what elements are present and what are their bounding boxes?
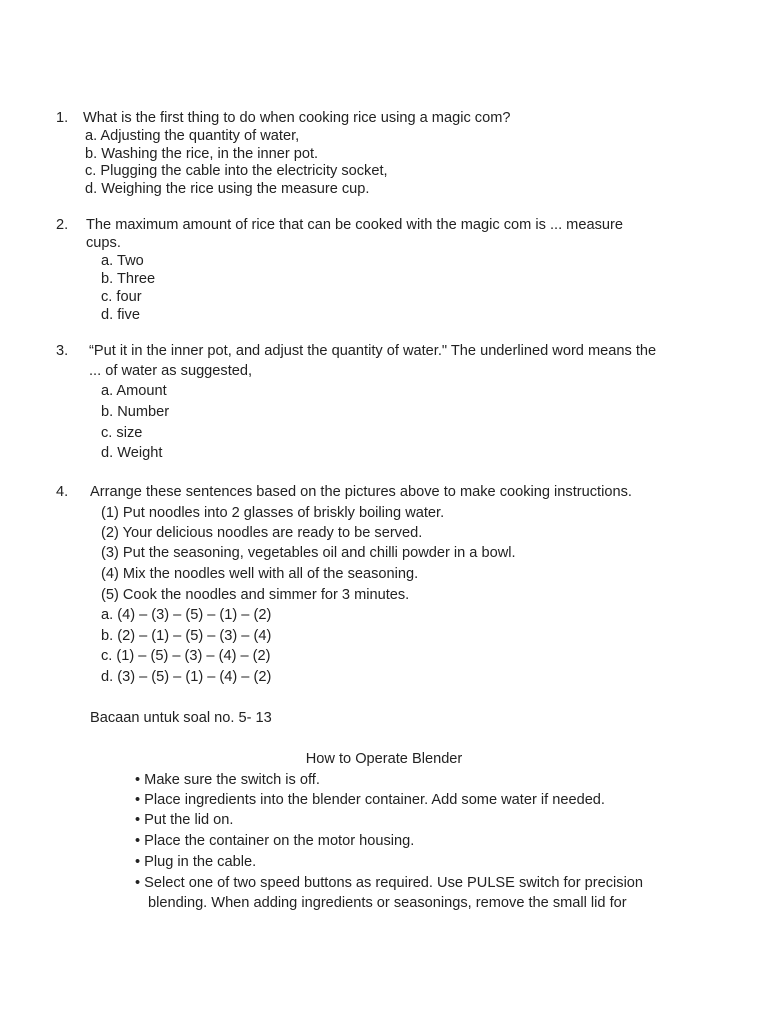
q2-question-line2: cups.	[86, 235, 121, 251]
q2-number: 2.	[56, 217, 69, 233]
reading-bullet-1: • Make sure the switch is off.	[135, 772, 320, 788]
q4-option-c: c. (1) – (5) – (3) – (4) – (2)	[101, 648, 271, 664]
q2-option-c: c. four	[101, 289, 142, 305]
q3-option-c: c. size	[101, 425, 143, 441]
q4-option-d: d. (3) – (5) – (1) – (4) – (2)	[101, 669, 272, 685]
q1-option-d: d. Weighing the rice using the measure cup.	[85, 181, 370, 197]
q4-option-a: a. (4) – (3) – (5) – (1) – (2)	[101, 607, 272, 623]
q4-option-b: b. (2) – (1) – (5) – (3) – (4)	[101, 628, 272, 644]
q4-step-5: (5) Cook the noodles and simmer for 3 minutes.	[101, 587, 410, 603]
q4-step-2: (2) Your delicious noodles are ready to be served.	[101, 525, 423, 541]
q2-option-a: a. Two	[101, 253, 144, 269]
q4-step-3: (3) Put the seasoning, vegetables oil and chilli powder in a bowl.	[101, 545, 516, 561]
q2-option-d: d. five	[101, 307, 140, 323]
q1-question: What is the first thing to do when cooking rice using a magic com?	[83, 110, 511, 126]
reading-bullet-2: • Place ingredients into the blender container. Add some water if needed.	[135, 792, 605, 808]
q3-option-a: a. Amount	[101, 383, 167, 399]
q2-question-line1: The maximum amount of rice that can be cooked with the magic com is ... measure	[86, 217, 623, 233]
q2-option-b: b. Three	[101, 271, 156, 287]
reading-title: How to Operate Blender	[305, 751, 463, 767]
q1-option-c: c. Plugging the cable into the electricity socket,	[85, 163, 388, 179]
q4-step-1: (1) Put noodles into 2 glasses of briskly boiling water.	[101, 505, 445, 521]
q3-option-b: b. Number	[101, 404, 170, 420]
q4-question: Arrange these sentences based on the pictures above to make cooking instructions.	[90, 484, 632, 500]
reading-note: Bacaan untuk soal no. 5- 13	[90, 710, 272, 726]
q3-question-line1: “Put it in the inner pot, and adjust the quantity of water." The underlined word means the	[89, 343, 657, 359]
reading-bullet-4: • Place the container on the motor housing.	[135, 833, 415, 849]
q3-question-line2: ... of water as suggested,	[89, 363, 253, 379]
reading-bullet-6: • Select one of two speed buttons as required. Use PULSE switch for precision	[135, 875, 644, 891]
q1-number: 1.	[56, 110, 69, 126]
reading-bullet-3: • Put the lid on.	[135, 812, 234, 828]
q1-option-a: a. Adjusting the quantity of water,	[85, 128, 300, 144]
q4-number: 4.	[56, 484, 69, 500]
q1-option-b: b. Washing the rice, in the inner pot.	[85, 146, 319, 162]
q3-number: 3.	[56, 343, 69, 359]
reading-bullet-6-continuation: blending. When adding ingredients or seasonings, remove the small lid for	[148, 895, 627, 911]
reading-bullet-5: • Plug in the cable.	[135, 854, 257, 870]
q3-option-d: d. Weight	[101, 445, 163, 461]
q4-step-4: (4) Mix the noodles well with all of the seasoning.	[101, 566, 419, 582]
